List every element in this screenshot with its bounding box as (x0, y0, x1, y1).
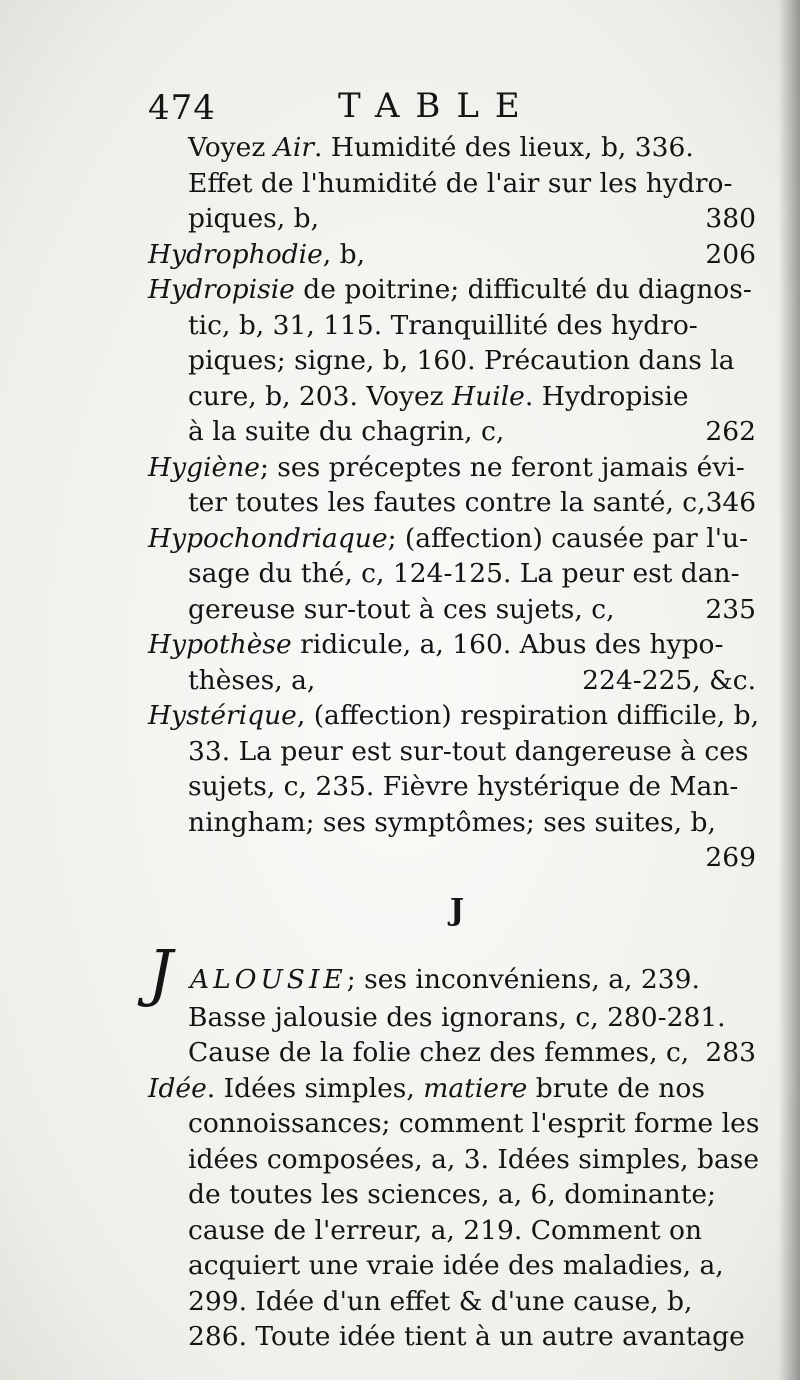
line-text: tic, b, 31, 115. Tranquillité des hydro- (188, 309, 698, 341)
entry-headword: Hydropisie (148, 274, 295, 305)
line-text: Idée. Idées simples, matiere brute de nos (148, 1072, 705, 1104)
line-text: sujets, c, 235. Fièvre hystérique de Man- (188, 771, 739, 802)
line-text: Effet de l'humidité de l'air sur les hydro- (188, 167, 733, 199)
index-line (148, 663, 756, 699)
page-reference: 346 (705, 487, 757, 518)
index-text (148, 130, 760, 1355)
page-reference: 283 (705, 1037, 756, 1068)
line-text: Hypochondriaque; (affection) causée par l'u- (148, 522, 749, 554)
page-number: 474 (148, 88, 216, 128)
line-text: Voyez Air. Humidité des lieux, b, 336. (188, 132, 694, 163)
line-text: cure, b, 203. Voyez Huile. Hydropisie (188, 380, 689, 412)
entry-headword: Hydrophodie (148, 238, 323, 270)
index-line (148, 556, 756, 592)
line-text: idées composées, a, 3. Idées simples, base (188, 1143, 760, 1175)
index-line (148, 201, 756, 237)
index-line (148, 272, 756, 308)
index-line (148, 308, 756, 344)
index-line (148, 840, 756, 876)
line-text: Hystérique, (affection) respiration difficile, b, (148, 700, 759, 731)
line-text: ningham; ses symptômes; ses suites, b, (188, 806, 716, 838)
index-line (148, 485, 756, 521)
line-text: de toutes les sciences, a, 6, dominante; (188, 1179, 716, 1210)
index-line (148, 1106, 760, 1142)
page-reference: 206 (705, 238, 756, 270)
page-reference: 235 (705, 593, 756, 625)
line-text: piques, b, (188, 203, 319, 234)
cross-reference: Air (273, 132, 314, 163)
index-line (148, 734, 756, 770)
index-line (148, 1000, 756, 1036)
entries-j (148, 1000, 760, 1355)
index-line (148, 379, 756, 415)
index-line (148, 698, 759, 734)
index-line (148, 627, 756, 663)
index-line (148, 343, 756, 379)
index-line (148, 769, 756, 805)
index-line (148, 521, 756, 557)
index-line (148, 237, 756, 273)
line-text: Hypothèse ridicule, a, 160. Abus des hypo- (148, 629, 724, 660)
index-line (148, 1284, 756, 1320)
line-text: Basse jalousie des ignorans, c, 280-281. (188, 1001, 726, 1033)
line-text: Hygiène; ses préceptes ne feront jamais évi- (148, 451, 745, 483)
running-header (148, 84, 748, 134)
line-text: piques; signe, b, 160. Précaution dans la (188, 345, 735, 376)
line-text: 299. Idée d'un effet & d'une cause, b, (188, 1285, 693, 1317)
entry-headword: Idée (148, 1072, 207, 1104)
entries-h (148, 130, 759, 876)
index-line (148, 1071, 756, 1107)
line-text: cause de l'erreur, a, 219. Comment on (188, 1214, 703, 1246)
index-line (148, 166, 756, 202)
line-text-continued: . Humidité des lieux, b, 336. (313, 132, 694, 163)
cross-reference: matiere (423, 1072, 528, 1104)
entry-headword: Hypothèse (148, 629, 292, 660)
page-reference: 269 (705, 842, 756, 873)
line-text: 286. Toute idée tient à un autre avantage (188, 1321, 745, 1352)
line-text: Cause de la folie chez des femmes, c, (188, 1037, 690, 1068)
index-line (148, 1248, 756, 1284)
index-line (148, 1319, 756, 1355)
entry-headword: Hygiène (148, 451, 260, 483)
index-line (148, 1177, 756, 1213)
index-line (148, 1035, 756, 1071)
line-text: connoissances; comment l'esprit forme les (188, 1108, 760, 1139)
line-text: Hydrophodie, b, (148, 238, 366, 270)
line-text: à la suite du chagrin, c, (188, 416, 505, 447)
line-text: thèses, a, (188, 664, 316, 696)
line-text: gereuse sur-tout à ces sujets, c, (188, 593, 615, 625)
page-edge-shadow (778, 0, 800, 1380)
entry-headword: Hypochondriaque (148, 522, 388, 554)
index-line (148, 130, 756, 166)
drop-cap: J (148, 935, 173, 1009)
section-letter: J (449, 892, 465, 928)
index-line (148, 1142, 760, 1178)
page-reference: 224-225, &c. (582, 664, 756, 696)
index-line (148, 1213, 756, 1249)
line-text: sage du thé, c, 124-125. La peur est dan- (188, 558, 740, 589)
index-line (148, 592, 756, 628)
line-text: 33. La peur est sur-tout dangereuse à ces (188, 735, 749, 767)
line-text: ter toutes les fautes contre la santé, c, (188, 487, 706, 518)
line-text: Hydropisie de poitrine; difficulté du diagnos- (148, 274, 752, 305)
section-first-entry (148, 935, 756, 1009)
index-line (148, 450, 756, 486)
index-line (148, 805, 756, 841)
cross-reference: Huile (452, 380, 525, 412)
line-text-continued: brute de nos (527, 1072, 705, 1104)
line-text-continued: . Hydropisie (524, 380, 689, 412)
page-reference: 262 (705, 416, 756, 447)
line-text: acquiert une vraie idée des maladies, a, (188, 1250, 724, 1281)
page-reference: 380 (705, 203, 756, 234)
entry-head-word: ALOUSIE; ses inconvéniens, a, 239. (190, 964, 700, 995)
index-line (148, 414, 756, 450)
entry-headword: Hystérique (148, 700, 297, 731)
running-title: TABLE (338, 86, 536, 126)
